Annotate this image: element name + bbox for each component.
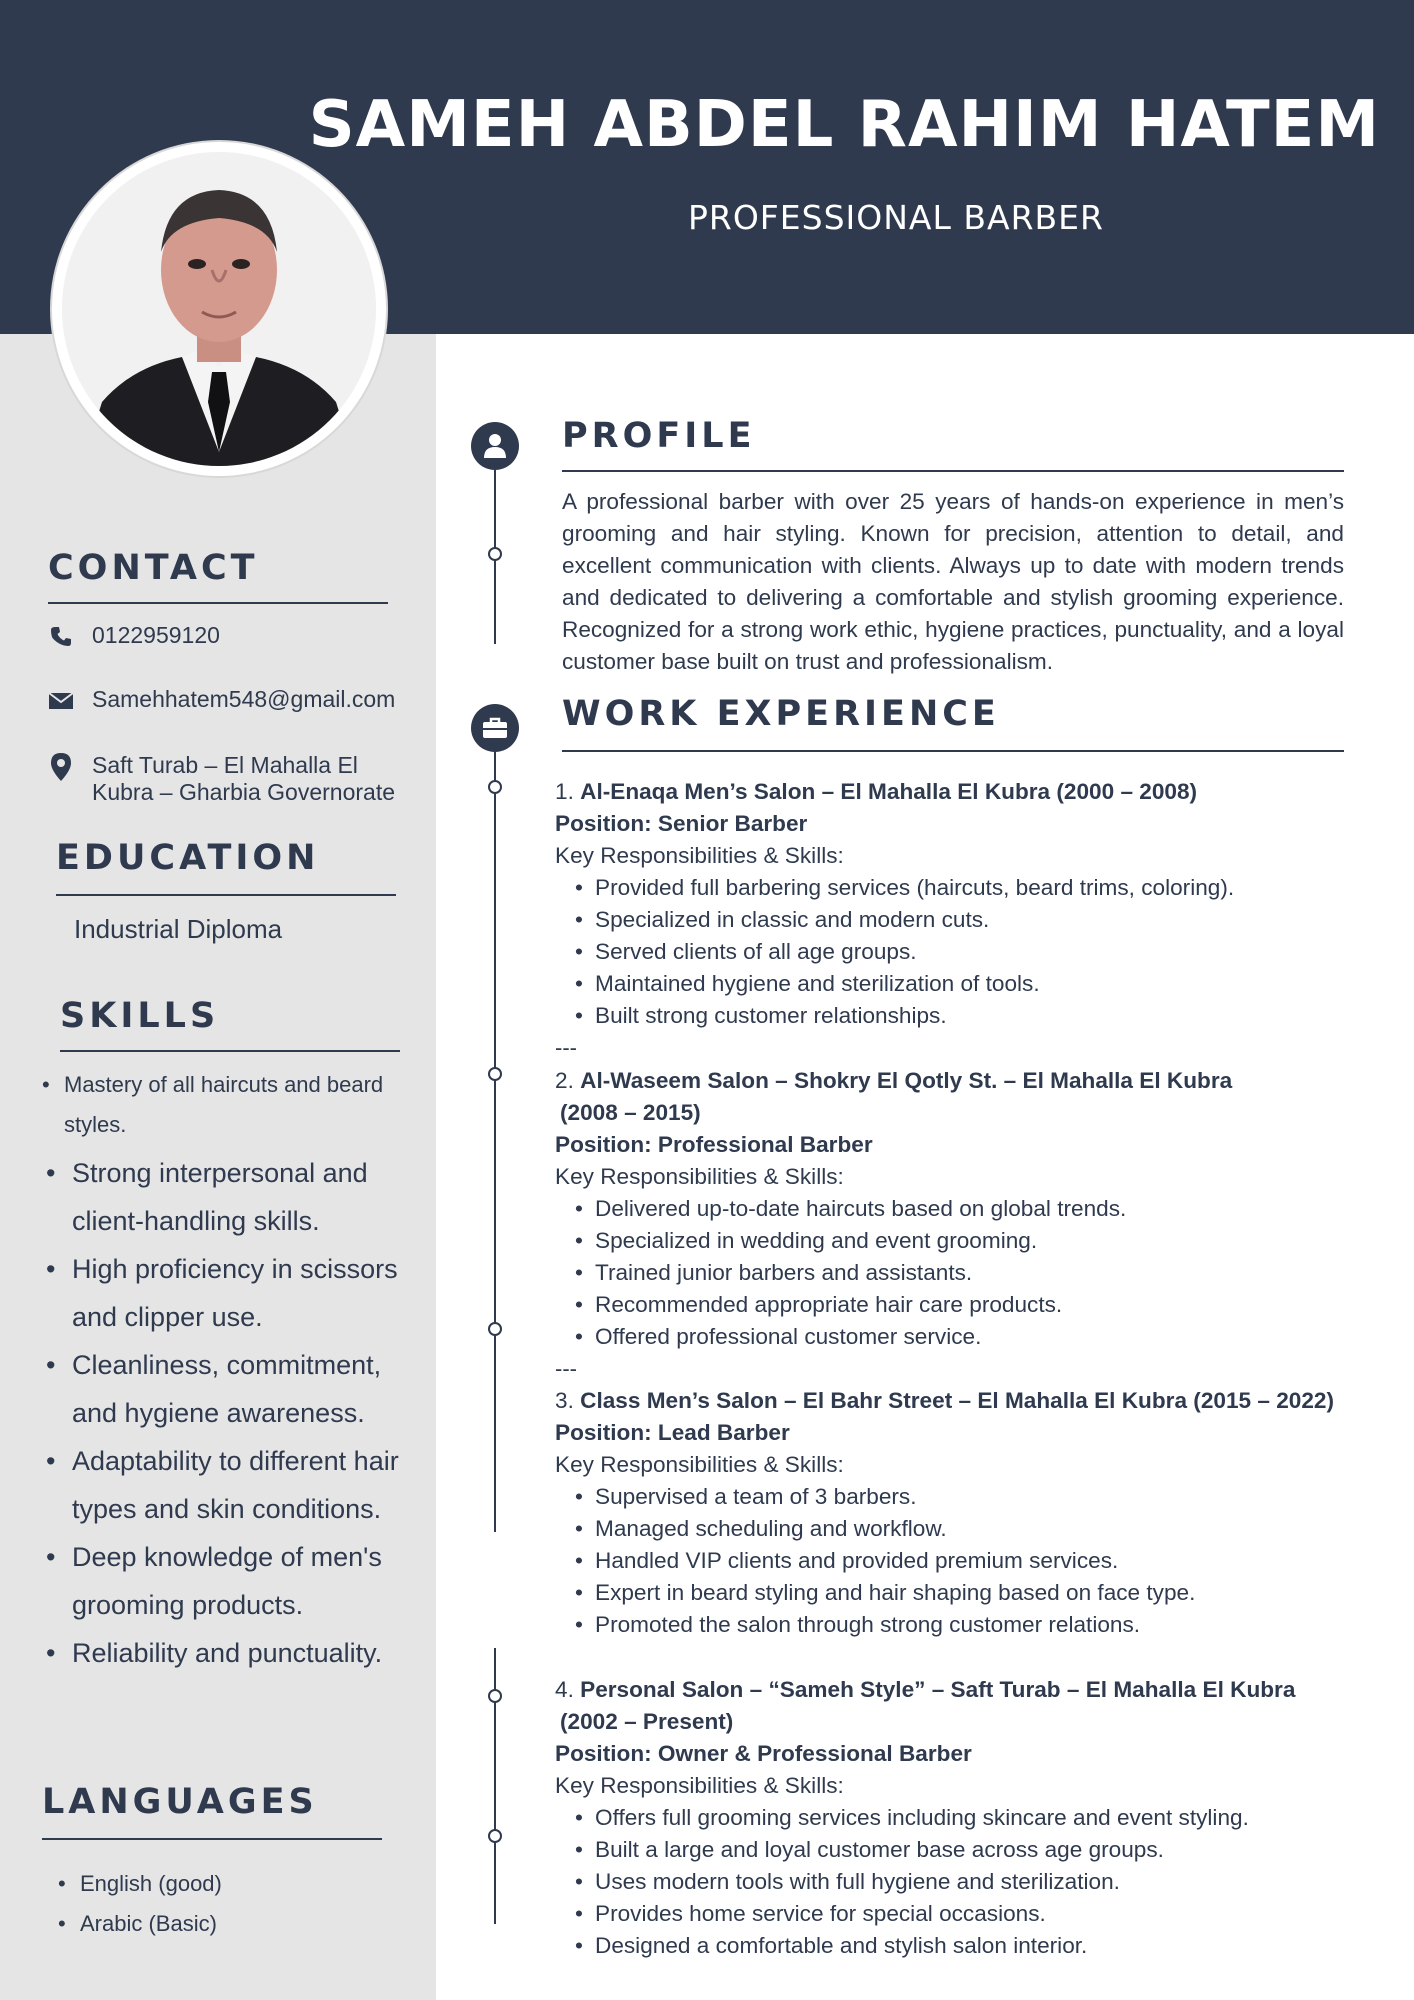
skill-item: • Strong interpersonal and client-handling skills. (42, 1149, 422, 1245)
job-position: Position: Lead Barber (555, 1420, 790, 1445)
skill-item: • High proficiency in scissors and clipper use. (42, 1245, 422, 1341)
job-responsibilities-label: Key Responsibilities & Skills: (555, 1773, 844, 1798)
contact-email[interactable] (46, 686, 395, 716)
phone-number: 0122959120 (92, 622, 220, 648)
skills-divider (60, 1050, 400, 1052)
phone-icon (46, 622, 76, 652)
portrait-illustration (62, 152, 376, 466)
list-item: • Built a large and loyal customer base across age groups. (555, 1834, 1355, 1866)
timeline-node (488, 547, 502, 561)
list-item: • Handled VIP clients and provided premium services. (555, 1545, 1355, 1577)
language-item: • Arabic (Basic) (58, 1904, 222, 1944)
timeline-line (494, 752, 496, 1532)
list-item: • Supervised a team of 3 barbers. (555, 1481, 1355, 1513)
job-position: Position: Owner & Professional Barber (555, 1741, 972, 1766)
languages-heading: LANGUAGES (42, 1782, 318, 1822)
mail-icon (46, 686, 76, 716)
language-item: • English (good) (58, 1864, 222, 1904)
contact-divider (48, 602, 388, 604)
profile-summary: A professional barber with over 25 years of hands-on experience in men’s grooming and hair styling. Known for precision, attention to detail, and excellent communication with clients. Always up to date with modern trends and dedicated to delivering a comfortable and stylish grooming experience. Recognized for a strong work ethic, hygiene practices, punctuality, and a loyal customer base built on trust and professionalism. (562, 489, 1344, 674)
job-title: Class Men’s Salon – El Bahr Street – El Mahalla El Kubra (2015 – 2022) (580, 1388, 1334, 1413)
profile-divider (562, 470, 1344, 472)
job-entry-3 (555, 1385, 1355, 1641)
list-item: • Provided full barbering services (haircuts, beard trims, coloring). (555, 872, 1355, 904)
timeline-node (488, 1067, 502, 1081)
education-heading: EDUCATION (56, 838, 320, 878)
job-responsibilities-list (555, 1802, 1355, 1962)
job-entry-4 (555, 1674, 1355, 1962)
list-item: • Served clients of all age groups. (555, 936, 1355, 968)
education-item: Industrial Diploma (74, 914, 283, 944)
skill-item: • Cleanliness, commitment, and hygiene awareness. (42, 1341, 422, 1437)
list-item: • Managed scheduling and workflow. (555, 1513, 1355, 1545)
list-item: • Provides home service for special occasions. (555, 1898, 1355, 1930)
profile-photo (52, 142, 386, 476)
list-item: • Offers full grooming services including skincare and event styling. (555, 1802, 1355, 1834)
job-dates: (2002 – Present) (560, 1709, 734, 1734)
list-item: • Uses modern tools with full hygiene and sterilization. (555, 1866, 1355, 1898)
experience-divider (562, 750, 1344, 752)
skills-list (42, 1065, 422, 1677)
briefcase-icon (471, 704, 519, 752)
timeline-node (488, 780, 502, 794)
job-position: Position: Professional Barber (555, 1132, 873, 1157)
job-position: Position: Senior Barber (555, 811, 808, 836)
profile-user-icon (471, 422, 519, 470)
list-item: • Specialized in wedding and event grooming. (555, 1225, 1355, 1257)
list-item: • Designed a comfortable and stylish salon interior. (555, 1930, 1355, 1962)
list-item: • Recommended appropriate hair care products. (555, 1289, 1355, 1321)
education-divider (56, 894, 396, 896)
languages-list (58, 1864, 222, 1944)
job-number: 4. (555, 1677, 574, 1702)
address-line-1: Saft Turab – El Mahalla El (92, 752, 358, 778)
job-number: 2. (555, 1068, 574, 1093)
list-item: • Trained junior barbers and assistants. (555, 1257, 1355, 1289)
email-address: Samehhatem548@gmail.com (92, 686, 396, 712)
skill-item: • Adaptability to different hair types and skin conditions. (42, 1437, 422, 1533)
job-title: Al-Waseem Salon – Shokry El Qotly St. – El Mahalla El Kubra (580, 1068, 1233, 1093)
experience-heading: WORK EXPERIENCE (562, 694, 1000, 734)
contact-address (46, 752, 395, 806)
location-pin-icon (46, 752, 76, 782)
contact-heading: CONTACT (48, 548, 259, 588)
address-line-2: Kubra – Gharbia Governorate (92, 779, 396, 805)
job-dates: (2008 – 2015) (560, 1100, 701, 1125)
skill-item: • Reliability and punctuality. (42, 1629, 422, 1677)
job-number: 3. (555, 1388, 574, 1413)
job-responsibilities-list (555, 872, 1355, 1032)
timeline-node (488, 1829, 502, 1843)
list-item: • Specialized in classic and modern cuts. (555, 904, 1355, 936)
list-item: • Promoted the salon through strong customer relations. (555, 1609, 1355, 1641)
list-item: • Built strong customer relationships. (555, 1000, 1355, 1032)
job-number: 1. (555, 779, 574, 804)
profile-heading: PROFILE (562, 416, 756, 456)
job-title: Al-Enaqa Men’s Salon – El Mahalla El Kubra (2000 – 2008) (580, 779, 1198, 804)
candidate-name: SAMEH ABDEL RAHIM HATEM (308, 88, 1380, 162)
job-responsibilities-label: Key Responsibilities & Skills: (555, 1164, 844, 1189)
job-separator: --- (555, 1356, 577, 1381)
contact-phone[interactable] (46, 622, 220, 652)
timeline-node (488, 1322, 502, 1336)
list-item: • Expert in beard styling and hair shaping based on face type. (555, 1577, 1355, 1609)
job-entry-2 (555, 1065, 1355, 1385)
languages-divider (42, 1838, 382, 1840)
job-responsibilities-label: Key Responsibilities & Skills: (555, 1452, 844, 1477)
skill-item: • Mastery of all haircuts and beard styles. (42, 1065, 422, 1145)
list-item: • Delivered up-to-date haircuts based on global trends. (555, 1193, 1355, 1225)
timeline-node (488, 1689, 502, 1703)
job-entry-1 (555, 776, 1355, 1064)
skill-item: • Deep knowledge of men's grooming products. (42, 1533, 422, 1629)
job-responsibilities-label: Key Responsibilities & Skills: (555, 843, 844, 868)
job-responsibilities-list (555, 1193, 1355, 1353)
skills-heading: SKILLS (60, 996, 220, 1036)
job-separator: --- (555, 1035, 577, 1060)
job-title: PROFESSIONAL BARBER (688, 198, 1104, 237)
list-item: • Maintained hygiene and sterilization of tools. (555, 968, 1355, 1000)
job-title: Personal Salon – “Sameh Style” – Saft Turab – El Mahalla El Kubra (580, 1677, 1296, 1702)
job-responsibilities-list (555, 1481, 1355, 1641)
list-item: • Offered professional customer service. (555, 1321, 1355, 1353)
